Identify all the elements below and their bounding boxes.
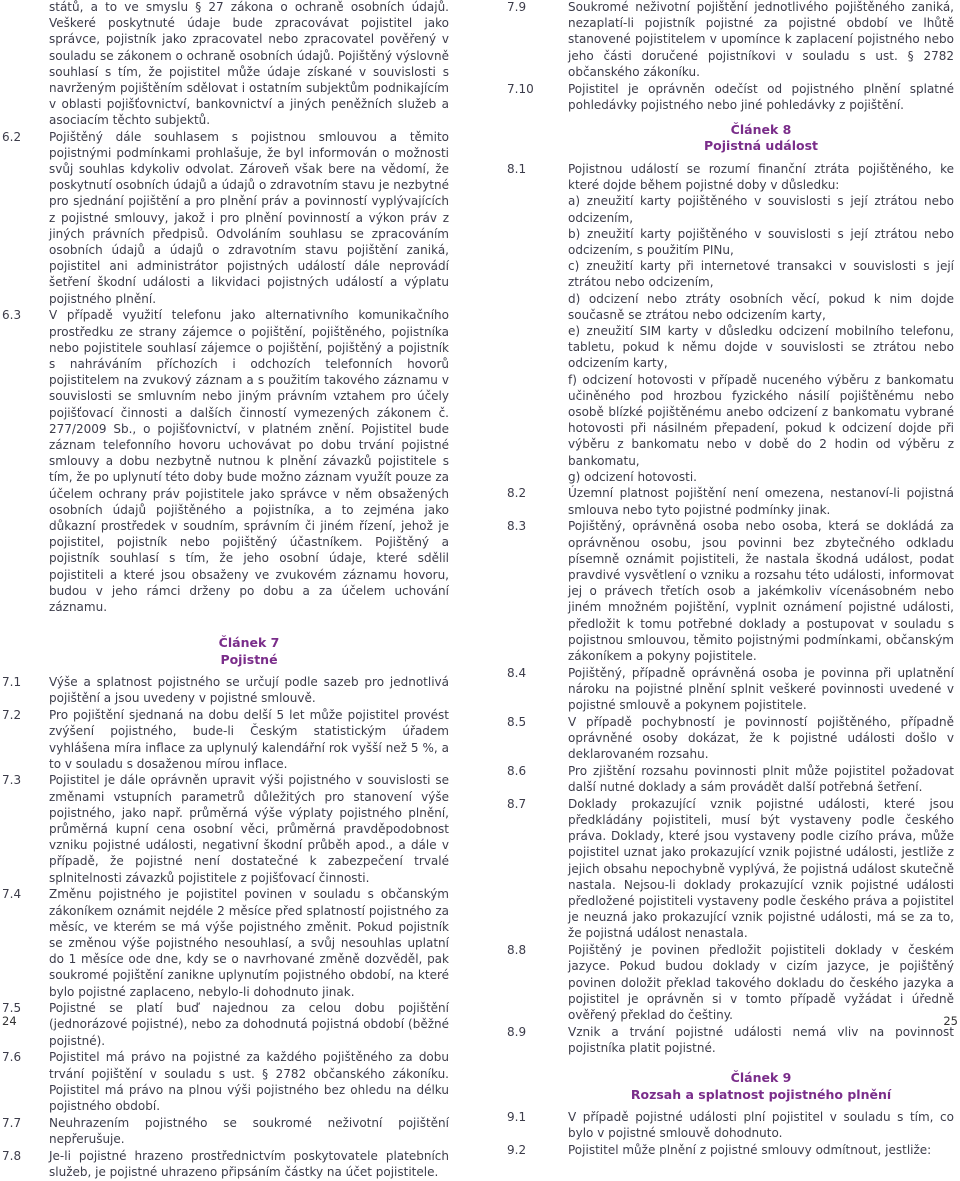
section-text: Pojistitel je dále oprávněn upravit výši pojistného v souvislosti se změnami vstupních parametrů důležitých pro stanovení výše pojistného, jako např. průměrná výše výplaty pojistného plnění, průměrná kupní cena osobní věci, průměrná pravděpodobnost vzniku pojistné události, negativní škodní průběh apod., a dále v případě, že pojistné není dostatečné k zabezpečení trvalé splnitelnosti závazků pojistitele z pojišťovací činnosti.	[49, 773, 449, 885]
article-heading-7	[2, 635, 449, 668]
section-text: Je-li pojistné hrazeno prostřednictvím poskytovatele platebních služeb, je pojistné uhrazeno připsáním částky na účet pojistitele.	[49, 1148, 449, 1179]
section-8-1	[507, 161, 954, 485]
section-8-5	[507, 714, 954, 763]
list-item: c) zneužití karty při internetové transakci v souvislosti s její ztrátou nebo odcizením,	[568, 259, 954, 290]
section-8-9	[507, 1024, 954, 1056]
section-text: Územní platnost pojištění není omezena, nestanoví-li pojistná smlouva nebo tyto pojistné podmínky jinak.	[568, 486, 954, 517]
section-8-4	[507, 665, 954, 714]
section-8-3	[507, 518, 954, 664]
section-number: 6.2	[2, 129, 22, 144]
article-title: Pojistné	[220, 651, 278, 667]
article-number: Článek 9	[730, 1070, 792, 1086]
left-column	[2, 0, 449, 1181]
list-item: b) zneužití karty pojištěného v souvislosti s její ztrátou nebo odcizením, s použitím PINu,	[568, 226, 954, 257]
section-8-6	[507, 763, 954, 795]
section-number: 7.8	[2, 1148, 22, 1163]
section-number: 7.6	[2, 1050, 22, 1065]
list-item: a) zneužití karty pojištěného v souvislosti s její ztrátou nebo odcizením,	[568, 194, 954, 225]
section-number: 7.10	[507, 81, 534, 96]
section-number: 7.7	[2, 1115, 22, 1130]
section-number: 7.2	[2, 708, 22, 723]
section-number: 8.7	[507, 796, 527, 811]
article-heading-9	[507, 1070, 954, 1103]
section-number: 8.8	[507, 943, 527, 958]
article-number: Článek 7	[218, 635, 280, 651]
section-text: Výše a splatnost pojistného se určují podle sazeb pro jednotlivá pojištění a jsou uvedeny v pojistné smlouvě.	[49, 675, 449, 706]
section-text: Pojištěný, oprávněná osoba nebo osoba, která se dokládá za oprávněnou osobu, jsou povinni bez zbytečného odkladu písemně oznámit pojistiteli, že nastala škodná událost, podat pravdivé vysvětlení o vzniku a rozsahu této události, informovat jej o právech třetích osob a jakémkoliv vícenásobném nebo jiném množném pojištění, vyplnit oznámení pojistné události, předložit k tomu potřebné doklady a postupovat v souladu s pojistnou smlouvou, těmito pojistnými podmínkami, občanským zákoníkem a pokyny pojistitele.	[568, 519, 954, 664]
section-number: 7.1	[2, 675, 22, 690]
page-number-right: 25	[943, 1014, 958, 1028]
section-6-3	[2, 307, 449, 615]
section-7-9	[507, 0, 954, 80]
section-text: Pro zjištění rozsahu povinnosti plnit může pojistitel požadovat další nutné doklady a sám provádět další potřebná šetření.	[568, 763, 954, 795]
section-9-2	[507, 1142, 954, 1158]
section-number: 8.9	[507, 1024, 527, 1039]
section-text: V případě pojistné události plní pojistitel v souladu s tím, co bylo v pojistné smlouvě dohodnuto.	[568, 1110, 954, 1141]
section-text: Změnu pojistného je pojistitel povinen v souladu s občanským zákoníkem oznámit nejdéle 2 měsíce před splatností pojistného za měsíc, ve kterém se má výše pojistného změnit. Pokud pojistník se změnou výše pojistného nesouhlasí, a svůj nesouhlas uplatní do 1 měsíce ode dne, kdy se o navrhované změně dozvěděl, pak soukromé pojištění zanikne uplynutím pojistného období, na které bylo pojistné zaplaceno, nebylo-li dohodnuto jinak.	[49, 887, 449, 999]
section-7-2	[2, 707, 449, 772]
section-number: 6.3	[2, 308, 22, 323]
section-number: 7.3	[2, 773, 22, 788]
section-number: 8.4	[507, 665, 527, 680]
list-item: e) zneužití SIM karty v důsledku odcizení mobilního telefonu, tabletu, pokud k němu dojde v souvislosti se ztrátou nebo odcizením karty,	[568, 323, 954, 371]
section-7-1	[2, 674, 449, 706]
section-text: Pojištěný, případně oprávněná osoba je povinna při uplatnění nároku na pojistné plnění splnit veškeré povinnosti uvedené v pojistné smlouvě a pokynem pojistitele.	[568, 665, 954, 713]
section-number: 8.5	[507, 714, 527, 729]
section-intro: Pojistnou událostí se rozumí finanční ztráta pojištěného, ke které dojde během pojistné doby v důsledku:	[568, 161, 954, 193]
section-text: Pojistitel může plnění z pojistné smlouvy odmítnout, jestliže:	[568, 1143, 932, 1157]
list-item: d) odcizení nebo ztráty osobních věcí, pokud k nim dojde současně se ztrátou nebo odcizením karty,	[568, 291, 954, 322]
article-number: Článek 8	[730, 121, 792, 137]
article-title: Pojistná událost	[704, 138, 818, 154]
section-text: Pojistitel má právo na pojistné za každého pojištěného za dobu trvání pojištění v souladu s ust. § 2782 občanského zákoníku. Pojistitel má právo na plnou výši pojistného bez ohledu na délku pojistného období.	[49, 1050, 449, 1113]
section-text: Neuhrazením pojistného se soukromé neživotní pojištění nepřerušuje.	[49, 1115, 449, 1146]
section-9-1	[507, 1109, 954, 1141]
section-6-2	[2, 129, 449, 307]
section-text: Pojištěný je povinen předložit pojistiteli doklady v českém jazyce. Pokud budou doklady v cizím jazyce, je pojištěný povinen doložit překlad takového dokladu do českého jazyka a pojistitel je oprávněn si v tomto případě vyžádat i úředně ověřený překlad do češtiny.	[568, 943, 954, 1022]
right-column	[507, 0, 954, 1159]
section-number: 9.2	[507, 1143, 527, 1157]
list-item: f) odcizení hotovosti v případě nuceného výběru z bankomatu učiněného pod hrozbou fyzického násilí pojištěnému nebo osobě blízké pojištěnému anebo odcizení z bankomatu vybrané hotovosti při násilném přepadení, pokud k odcizení dojde při výběru z bankomatu nebo v době do 2 hodin od výběru z bankomatu,	[568, 372, 954, 468]
section-number: 9.1	[507, 1110, 527, 1125]
section-number: 7.4	[2, 887, 22, 902]
list-item: g) odcizení hotovosti.	[568, 469, 697, 484]
section-text: Pro pojištění sjednaná na dobu delší 5 let může pojistitel provést zvýšení pojistného, bude-li Českým statistickým úřadem vyhlášena míra inflace za uplynulý kalendářní rok vyšší než 5 %, a to v souladu s dosaženou mírou inflace.	[49, 708, 449, 771]
section-text	[568, 161, 954, 485]
section-7-8	[2, 1148, 449, 1180]
section-text: Pojištěný dále souhlasem s pojistnou smlouvou a těmito pojistnými podmínkami prohlašuje, že byl informován o možnosti svůj souhlas kdykoliv odvolat. Zároveň však bere na vědomí, že poskytnutí osobních údajů a údajů o zdravotním stavu je nezbytné pro sjednání pojištění a pro plnění práv a povinností vyplývajících z pojistné smlouvy, jakož i pro plnění povinností a výkon práv z jiných právních předpisů. Odvoláním souhlasu se zpracováním osobních údajů a údajů o zdravotním stavu pojištění zaniká, pojistitel ani administrátor pojistných událostí dále neprovádí šetření škodní události a likvidaci pojistných událostí a výplatu pojistného plnění.	[49, 129, 449, 306]
section-text: Soukromé neživotní pojištění jednotlivého pojištěného zaniká, nezaplatí-li pojistník pojistné za pojistné období ve lhůtě stanovené pojistitelem v upomínce k zaplacení pojistného nebo jeho části doručené pojistníkovi v souladu s ust. § 2782 občanského zákoníku.	[568, 0, 954, 79]
section-number: 8.1	[507, 161, 527, 176]
section-7-3	[2, 772, 449, 885]
article-heading-8	[507, 122, 954, 155]
section-8-2	[507, 485, 954, 517]
section-text: Doklady prokazující vznik pojistné události, které jsou předkládány pojistiteli, musí být vystaveny podle českého práva. Doklady, které jsou vystaveny podle cizího práva, může pojistitel uznat jako prokazující vznik pojistné události, jestliže z jejich obsahu nepochybně vyplývá, že pojistná událost skutečně nastala. Nejsou-li doklady prokazující vznik pojistné události předložené pojistiteli vystaveny podle českého práva a pojistitel je neuzná jako prokazující vznik pojistné události, má se za to, že pojistná událost nenastala.	[568, 796, 954, 941]
section-7-10	[507, 81, 954, 113]
section-text: Pojistitel je oprávněn odečíst od pojistného plnění splatné pohledávky pojistného nebo jiné pohledávky z pojištění.	[568, 81, 954, 112]
article-title: Rozsah a splatnost pojistného plnění	[630, 1086, 892, 1102]
section-text: V případě využití telefonu jako alternativního komunikačního prostředku ze strany zájemce o pojištění, pojištěného, pojistníka nebo pojistitele souhlasí zájemce o pojištění, pojištěný a pojistník s nahráváním příchozích i odchozích telefonních hovorů pojistitelem na zvukový záznam a s použitím takového záznamu v souvislosti se smluvním nebo jiným právním vztahem pro účely pojišťovací činnosti a dalších činností vymezených zákonem č. 277/2009 Sb., o pojišťovnictví, v platném znění. Pojistitel bude záznam telefonního hovoru uchovávat po dobu trvání pojistné smlouvy a dobu nezbytně nutnou k plnění závazků pojistitele s tím, že po uplynutí této doby bude možno záznam využít pouze za účelem ochrany práv pojistitele jako správce v něm obsažených osobních údajů pojištěného a pojistníka, a to zejména jako důkazní prostředek v soudním, správním či jiném řízení, jehož je pojistitel, pojistník nebo pojištěný účastníkem. Pojištěný a pojistník souhlasí s tím, že jeho osobní údaje, které sdělil pojistiteli a které jsou obsaženy ve zvukovém záznamu hovoru, budou v jeho rámci drženy po dobu a za účelem uchování záznamu.	[49, 308, 450, 615]
section-number: 8.3	[507, 519, 527, 534]
lead-paragraph: států, a to ve smyslu § 27 zákona o ochraně osobních údajů. Veškeré poskytnuté údaje bude zpracovávat pojistitel jako správce, pojistník jako zpracovatel nebo zpracovatel pověřený v souladu se zákonem o ochraně osobních údajů. Pojištěný výslovně souhlasí s tím, že pojistitel může údaje získané v souvislosti s navrženým pojištěním sdělovat i ostatním subjektům podnikajícím v oblasti pojišťovnictví, bankovnictví a jiných peněžních služeb a asociacím těchto subjektů.	[49, 0, 449, 128]
section-number: 7.9	[507, 0, 527, 14]
section-text: Vznik a trvání pojistné události nemá vliv na povinnost pojistníka platit pojistné.	[568, 1024, 954, 1055]
section-number: 8.6	[507, 763, 527, 778]
section-text: Pojistné se platí buď najednou za celou dobu pojištění (jednorázové pojistné), nebo za dohodnutá pojistná období (běžné pojistné).	[49, 1001, 449, 1048]
section-8-7	[507, 796, 954, 942]
section-8-8	[507, 942, 954, 1023]
section-7-4	[2, 886, 449, 999]
section-7-7	[2, 1115, 449, 1147]
section-7-5	[2, 1000, 449, 1049]
section-7-6	[2, 1049, 449, 1114]
section-number: 8.2	[507, 486, 527, 501]
page-number-left: 24	[2, 1014, 17, 1028]
section-text: V případě pochybností je povinností pojištěného, případně oprávněné osoby dokázat, že k pojistné události došlo v deklarovaném rozsahu.	[568, 714, 954, 762]
section-number: 7.5	[2, 1001, 22, 1016]
